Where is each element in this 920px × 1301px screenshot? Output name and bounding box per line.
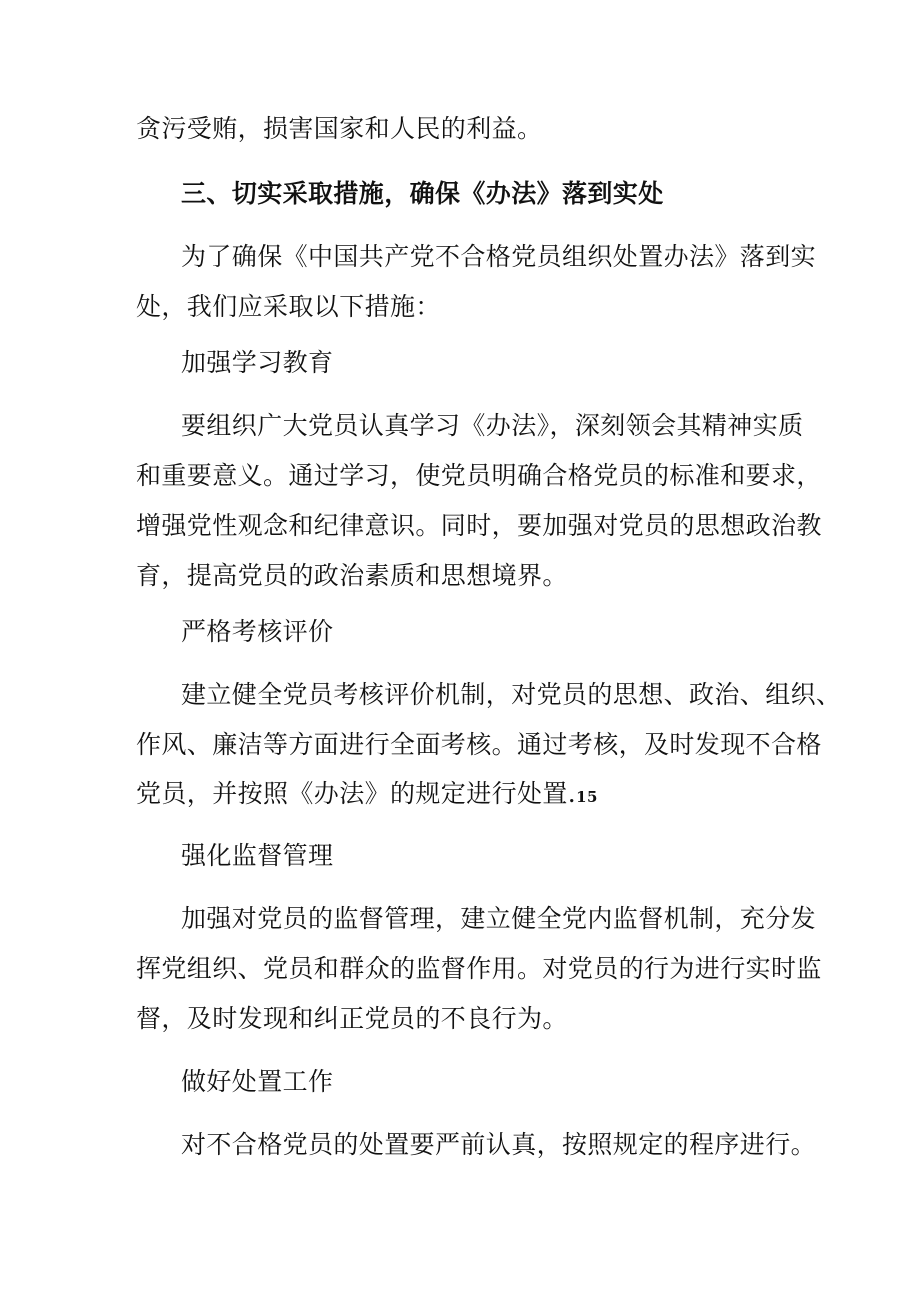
paragraph-line: 为了确保《中国共产党不合格党员组织处置办法》落到实 bbox=[181, 242, 817, 271]
paragraph-text: 党员，并按照《办法》的规定进行处置. bbox=[136, 779, 577, 808]
paragraph-line: 要组织广大党员认真学习《办法》，深刻领会其精神实质 bbox=[181, 411, 804, 440]
paragraph-line bbox=[136, 777, 598, 814]
paragraph-line: 建立健全党员考核评价机制，对党员的思想、政治、组织、 bbox=[181, 680, 842, 709]
reference-number: 15 bbox=[576, 788, 598, 806]
text-line: 贪污受贿，损害国家和人民的利益。 bbox=[136, 114, 543, 143]
paragraph-line: 加强对党员的监督管理，建立健全党内监督机制，充分发 bbox=[181, 904, 817, 933]
paragraph-line: 对不合格党员的处置要严前认真，按照规定的程序进行。 bbox=[181, 1130, 817, 1159]
paragraph-line: 增强党性观念和纪律意识。同时，要加强对党员的思想政治教 bbox=[136, 511, 822, 540]
subheading-assessment: 严格考核评价 bbox=[181, 617, 334, 646]
paragraph-line: 挥党组织、党员和群众的监督作用。对党员的行为进行实时监 bbox=[136, 954, 822, 983]
paragraph-line: 处，我们应采取以下措施： bbox=[136, 292, 441, 321]
subheading-disposal: 做好处置工作 bbox=[181, 1067, 334, 1096]
paragraph-line: 督，及时发现和纠正党员的不良行为。 bbox=[136, 1004, 568, 1033]
section-heading: 三、切实采取措施，确保《办法》落到实处 bbox=[181, 179, 664, 208]
subheading-study: 加强学习教育 bbox=[181, 348, 334, 377]
paragraph-line: 育，提高党员的政治素质和思想境界。 bbox=[136, 561, 568, 590]
subheading-supervision: 强化监督管理 bbox=[181, 841, 334, 870]
paragraph-line: 作风、廉洁等方面进行全面考核。通过考核，及时发现不合格 bbox=[136, 730, 822, 759]
paragraph-line: 和重要意义。通过学习，使党员明确合格党员的标准和要求， bbox=[136, 461, 822, 490]
